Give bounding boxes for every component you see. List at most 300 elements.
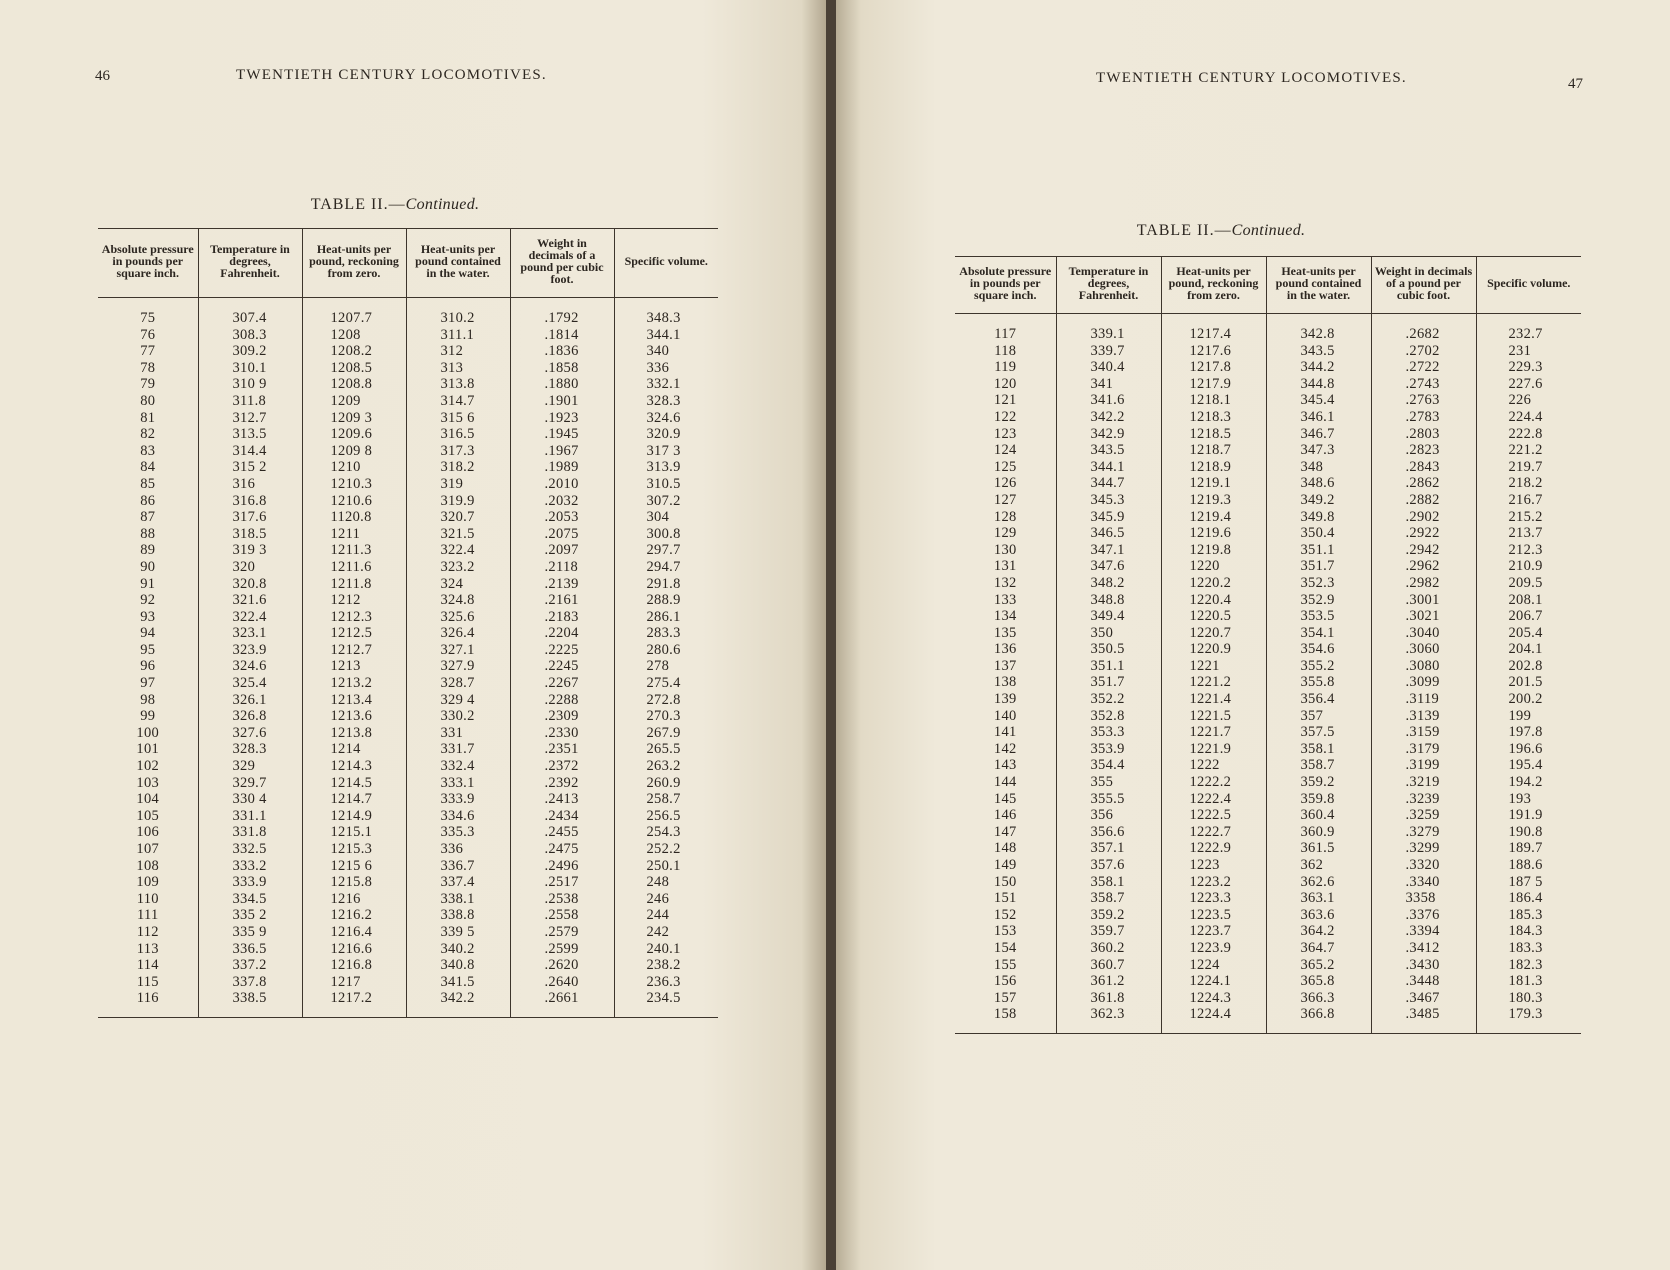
table-cell: 317.6 [198,509,302,526]
table-cell: 135 [993,624,1017,641]
table-cell: 283.3 [614,625,718,642]
table-cell: 242 [614,924,718,941]
table-cell: 304 [614,509,718,526]
table-cell: 78 [140,359,156,376]
table-row [98,775,718,792]
col-header-heat-water: Heat-units per pound contained in the water. [406,229,510,298]
table-cell: 327.9 [406,658,510,675]
table-cell: 115 [136,973,159,990]
table-cell: 280.6 [614,642,718,659]
table-cell: 341.5 [406,974,510,991]
table-cell: 334.6 [406,808,510,825]
table-cell: .1923 [510,410,614,427]
table-cell: 1209 3 [302,410,406,427]
table-cell: 125 [993,458,1017,475]
table-cell: 95 [140,641,156,658]
table-cell: 342.8 [1266,314,1371,343]
table-cell: 1224 [1161,957,1266,974]
table-cell: 1223.7 [1161,923,1266,940]
table-cell: 322.4 [198,609,302,626]
table-row [98,708,718,725]
table-cell: 1212 [302,592,406,609]
table-cell: 286.1 [614,609,718,626]
table-row [955,525,1581,542]
table-cell: 361.5 [1266,840,1371,857]
table-cell: 351.7 [1056,674,1161,691]
table-row [955,990,1581,1007]
table-row [98,559,718,576]
table-cell: .2032 [510,493,614,510]
table-cell: 351.1 [1266,542,1371,559]
table-cell: 1210.6 [302,493,406,510]
table-cell: 1120.8 [302,509,406,526]
table-cell: 224.4 [1476,409,1581,426]
table-cell: .2413 [510,791,614,808]
table-cell: .3060 [1371,641,1476,658]
table-cell: 348.3 [614,298,718,327]
col-header-pressure: Absolute pressure in pounds per square inch. [98,229,198,298]
table-row [98,957,718,974]
table-cell: 212.3 [1476,542,1581,559]
table-cell: .3159 [1371,724,1476,741]
table-cell: 335 9 [198,924,302,941]
table-cell: 108 [136,857,160,874]
table-cell: 1221.9 [1161,741,1266,758]
table-row [955,575,1581,592]
table-cell: 348.6 [1266,475,1371,492]
table-cell: 132 [993,574,1017,591]
table-cell: 356.6 [1056,824,1161,841]
table-cell: 143 [993,757,1017,774]
table-cell: 313.5 [198,426,302,443]
table-row [98,791,718,808]
table-cell: .2803 [1371,426,1476,443]
table-cell: 362 [1266,857,1371,874]
col-header-heat-total: Heat-units per pound, reckoning from zero. [302,229,406,298]
table-cell: 1218.3 [1161,409,1266,426]
page-number: 46 [95,68,110,84]
table-cell: 136 [993,641,1017,658]
table-cell: 355.2 [1266,658,1371,675]
table-cell: 236.3 [614,974,718,991]
table-cell: 344.8 [1266,376,1371,393]
table-cell: 320.8 [198,576,302,593]
table-cell: 85 [140,475,156,492]
table-row [98,642,718,659]
table-cell: 180.3 [1476,990,1581,1007]
table-row [98,941,718,958]
table-cell: 1213.6 [302,708,406,725]
table-cell: 1216.4 [302,924,406,941]
table-cell: 1222.2 [1161,774,1266,791]
table-cell: 86 [140,492,156,509]
table-cell: 325.4 [198,675,302,692]
table-cell: 104 [136,791,160,808]
table-cell: 256.5 [614,808,718,825]
table-cell: .2783 [1371,409,1476,426]
table-cell: 326.1 [198,692,302,709]
table-cell: .1836 [510,343,614,360]
table-cell: 336.5 [198,941,302,958]
table-cell: 1220.7 [1161,625,1266,642]
table-cell: 313.9 [614,459,718,476]
table-cell: .2455 [510,824,614,841]
table-cell: .2942 [1371,542,1476,559]
table-cell: 1219.8 [1161,542,1266,559]
table-cell: .3179 [1371,741,1476,758]
table-cell: 218.2 [1476,475,1581,492]
table-cell: 338.5 [198,990,302,1017]
table-cell: 340.8 [406,957,510,974]
table-cell: 318.5 [198,526,302,543]
table-cell: 328.3 [614,393,718,410]
table-cell: 221.2 [1476,442,1581,459]
table-cell: 154 [993,939,1017,956]
table-cell: 265.5 [614,741,718,758]
table-cell: .2823 [1371,442,1476,459]
table-cell: 357.6 [1056,857,1161,874]
table-cell: .3139 [1371,708,1476,725]
table-cell: 105 [136,807,160,824]
table-cell: 1211.8 [302,576,406,593]
table-cell: 357 [1266,708,1371,725]
table-cell: 238.2 [614,957,718,974]
col-header-pressure: Absolute pressure in pounds per square inch. [955,257,1056,314]
table-cell: 1216.6 [302,941,406,958]
table-cell: 128 [993,508,1017,525]
table-cell: 1210 [302,459,406,476]
table-cell: .2204 [510,625,614,642]
table-cell: 197.8 [1476,724,1581,741]
table-cell: 324.8 [406,592,510,609]
table-cell: 334.5 [198,891,302,908]
table-cell: 209.5 [1476,575,1581,592]
table-cell: 1223.2 [1161,874,1266,891]
table-cell: 1220 [1161,558,1266,575]
table-row [98,725,718,742]
table-cell: .2139 [510,576,614,593]
table-cell: 97 [140,675,156,692]
table-cell: 1216.2 [302,907,406,924]
table-cell: .1858 [510,360,614,377]
table-cell: .2351 [510,741,614,758]
table-cell: 1222.4 [1161,791,1266,808]
table-cell: 365.2 [1266,957,1371,974]
book-gutter [826,0,836,1270]
table-cell: 131 [993,558,1017,575]
table-cell: 194.2 [1476,774,1581,791]
table-cell: .2010 [510,476,614,493]
table-cell: 343.5 [1056,442,1161,459]
table-cell: 352.3 [1266,575,1371,592]
table-cell: .2882 [1371,492,1476,509]
table-cell: 360.7 [1056,957,1161,974]
table-cell: 326.4 [406,625,510,642]
table-cell: 148 [993,840,1017,857]
table-cell: 342.9 [1056,426,1161,443]
table-cell: .3485 [1371,1006,1476,1033]
table-cell: 188.6 [1476,857,1581,874]
table-row [98,675,718,692]
table-cell: 1222.5 [1161,807,1266,824]
table-cell: 110 [136,890,159,907]
table-cell: 314.4 [198,443,302,460]
table-cell: .3340 [1371,874,1476,891]
table-cell: 344.1 [1056,459,1161,476]
table-cell: 117 [994,326,1017,342]
table-cell: 141 [993,724,1017,741]
table-cell: 322.4 [406,542,510,559]
table-cell: .2763 [1371,392,1476,409]
table-cell: 347.6 [1056,558,1161,575]
table-cell: 319.9 [406,493,510,510]
table-row [98,891,718,908]
table-cell: 346.7 [1266,426,1371,443]
table-cell: 339.1 [1056,314,1161,343]
table-cell: 216.7 [1476,492,1581,509]
table-cell: .2599 [510,941,614,958]
table-cell: 278 [614,658,718,675]
table-cell: 1210.3 [302,476,406,493]
table-cell: 1209.6 [302,426,406,443]
table-cell: .2392 [510,775,614,792]
table-cell: 353.3 [1056,724,1161,741]
table-cell: 349.8 [1266,509,1371,526]
table-cell: 248 [614,874,718,891]
table-row [98,410,718,427]
table-row [98,990,718,1017]
table-row [98,576,718,593]
table-cell: 330.2 [406,708,510,725]
table-cell: 127 [993,491,1017,508]
table-cell: .3299 [1371,840,1476,857]
table-row [98,476,718,493]
table-cell: 1219.3 [1161,492,1266,509]
table-cell: 360.9 [1266,824,1371,841]
table-cell: 1208.2 [302,343,406,360]
table-cell: 195.4 [1476,757,1581,774]
table-cell: 348.2 [1056,575,1161,592]
table-cell: 1213.4 [302,692,406,709]
table-cell: 1221 [1161,658,1266,675]
table-cell: 96 [140,658,156,675]
table-cell: 1219.4 [1161,509,1266,526]
table-row [955,840,1581,857]
table-cell: 190.8 [1476,824,1581,841]
table-cell: 142 [993,740,1017,757]
table-cell: .2862 [1371,475,1476,492]
table-cell: .2118 [510,559,614,576]
table-cell: 352.2 [1056,691,1161,708]
table-cell: 321.5 [406,526,510,543]
table-cell: 124 [993,442,1017,459]
table-cell: 134 [993,608,1017,625]
table-cell: 342.2 [406,990,510,1017]
table-cell: 354.6 [1266,641,1371,658]
table-row [98,426,718,443]
table-cell: 193 [1476,791,1581,808]
table-cell: 1218.9 [1161,459,1266,476]
table-cell: 219.7 [1476,459,1581,476]
table-cell: 357.5 [1266,724,1371,741]
table-cell: 310.2 [406,298,510,327]
table-cell: 330 4 [198,791,302,808]
table-cell: 294.7 [614,559,718,576]
table-cell: 147 [993,823,1017,840]
table-cell: 1213 [302,658,406,675]
table-row [955,741,1581,758]
table-cell: .2183 [510,609,614,626]
table-cell: 254.3 [614,824,718,841]
table-cell: 355.8 [1266,674,1371,691]
table-cell: 320 [198,559,302,576]
table-cell: 89 [140,542,156,559]
table-cell: .1814 [510,327,614,344]
table-cell: 297.7 [614,542,718,559]
table-cell: .2922 [1371,525,1476,542]
table-cell: 272.8 [614,692,718,709]
table-cell: .2661 [510,990,614,1017]
table-cell: 340.2 [406,941,510,958]
table-row [955,459,1581,476]
table-cell: 1208 [302,327,406,344]
table-cell: 329.7 [198,775,302,792]
table-cell: 359.7 [1056,923,1161,940]
table-cell: 1218.1 [1161,392,1266,409]
table-row [955,359,1581,376]
table-row [98,824,718,841]
table-cell: .3376 [1371,907,1476,924]
table-cell: 138 [993,674,1017,691]
table-cell: 1218.7 [1161,442,1266,459]
table-cell: 151 [993,890,1017,907]
table-row [98,542,718,559]
table-cell: 1219.1 [1161,475,1266,492]
table-cell: 353.5 [1266,608,1371,625]
table-row [955,376,1581,393]
table-row [955,392,1581,409]
table-cell: 359.2 [1056,907,1161,924]
table-row [955,509,1581,526]
table-cell: 343.5 [1266,343,1371,360]
table-header-row [98,229,718,298]
table-cell: 1217.2 [302,990,406,1017]
table-cell: 152 [993,906,1017,923]
table-cell: 120 [993,375,1017,392]
table-cell: .3448 [1371,973,1476,990]
table-cell: 335 2 [198,907,302,924]
table-cell: 345.9 [1056,509,1161,526]
table-cell: 79 [140,376,156,393]
table-cell: 349.2 [1266,492,1371,509]
table-cell: 346.5 [1056,525,1161,542]
table-row [98,924,718,941]
table-cell: 1211.3 [302,542,406,559]
table-cell: .3394 [1371,923,1476,940]
table-row [98,841,718,858]
table-cell: 1221.5 [1161,708,1266,725]
table-cell: 1220.5 [1161,608,1266,625]
table-cell: 1214.5 [302,775,406,792]
table-cell: 252.2 [614,841,718,858]
table-row [955,442,1581,459]
table-row [98,592,718,609]
table-cell: 366.3 [1266,990,1371,1007]
table-cell: 246 [614,891,718,908]
table-row [955,409,1581,426]
table-cell: 348 [1266,459,1371,476]
table-cell: 350.5 [1056,641,1161,658]
table-cell: 315 2 [198,459,302,476]
table-cell: 1214.7 [302,791,406,808]
table-cell: 144 [993,774,1017,791]
table-cell: 92 [140,592,156,609]
table-cell: 359.8 [1266,791,1371,808]
table-cell: 267.9 [614,725,718,742]
table-cell: 338.1 [406,891,510,908]
table-cell: 1223.5 [1161,907,1266,924]
table-cell: .3021 [1371,608,1476,625]
col-header-temperature: Temperature in degrees, Fahrenheit. [1056,257,1161,314]
table-cell: .1880 [510,376,614,393]
table-cell: 316.8 [198,493,302,510]
table-cell: 1211 [302,526,406,543]
table-row [98,526,718,543]
table-row [955,957,1581,974]
table-cell: 112 [136,923,159,940]
table-cell: 199 [1476,708,1581,725]
table-cell: 342.2 [1056,409,1161,426]
table-cell: 244 [614,907,718,924]
table-cell: 204.1 [1476,641,1581,658]
table-cell: 313.8 [406,376,510,393]
table-cell: 320.7 [406,509,510,526]
table-cell: 91 [140,575,156,592]
table-row [955,426,1581,443]
table-cell: 83 [140,442,156,459]
table-cell: 337.8 [198,974,302,991]
table-cell: .2225 [510,642,614,659]
table-cell: 101 [136,741,160,758]
table-cell: 345.3 [1056,492,1161,509]
table-cell: 344.7 [1056,475,1161,492]
table-cell: 183.3 [1476,940,1581,957]
table-cell: 358.7 [1266,757,1371,774]
table-cell: 351.7 [1266,558,1371,575]
table-cell: .2075 [510,526,614,543]
table-cell: 316.5 [406,426,510,443]
table-cell: 333.2 [198,858,302,875]
table-cell: 358.7 [1056,890,1161,907]
table-cell: 366.8 [1266,1006,1371,1033]
table-cell: 100 [136,724,160,741]
table-cell: 231 [1476,343,1581,360]
table-cell: 331.8 [198,824,302,841]
table-cell: 333.9 [406,791,510,808]
table-cell: 270.3 [614,708,718,725]
table-row [98,360,718,377]
table-cell: 311.1 [406,327,510,344]
table-row [955,558,1581,575]
table-cell: 347.1 [1056,542,1161,559]
table-cell: 229.3 [1476,359,1581,376]
table-cell: .2245 [510,658,614,675]
table-row [955,724,1581,741]
table-cell: 155 [993,956,1017,973]
table-cell: .2620 [510,957,614,974]
table-cell: 354.1 [1266,625,1371,642]
table-cell: 1214 [302,741,406,758]
